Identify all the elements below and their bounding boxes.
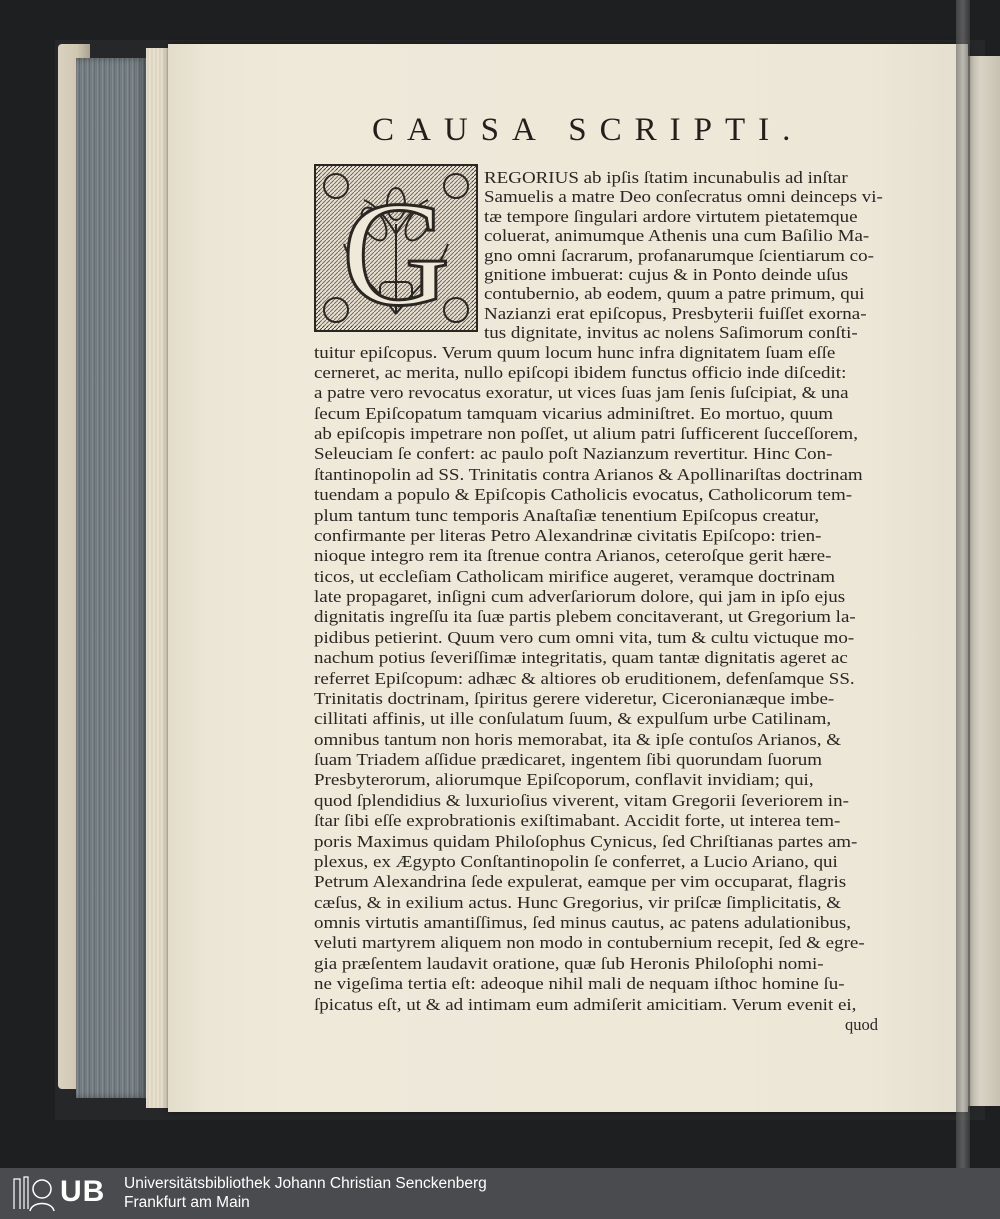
- library-footer: [0, 1168, 1000, 1219]
- text-line: Seleuciam ſe confert: ac paulo poſt Nazianzum revertitur. Hinc Con-: [314, 444, 833, 464]
- text-line: cæſus, & in exilium actus. Hunc Gregorius, vir priſcæ ſimplicitatis, &: [314, 892, 842, 912]
- text-line: tuitur epiſcopus. Verum quum locum hunc infra dignitatem ſuam eſſe: [314, 342, 836, 362]
- text-line: plum tantum tunc temporis Anaſtaſiæ tenentium Epiſcopus creatur,: [314, 505, 820, 525]
- text-line: ne vigeſima tertia eſt: adeoque nihil mali de nequam iſthoc homine ſu-: [314, 974, 845, 994]
- institution-name: Universitätsbibliothek Johann Christian Senckenberg: [124, 1175, 487, 1192]
- text-line: ſecum Epiſcopatum tamquam vicarius adminiſtret. Eo mortuo, quum: [314, 403, 834, 423]
- text-line: referret Epiſcopum: adhæc & altiores ob eruditionem, defenſamque SS.: [314, 668, 855, 688]
- page-title: CAUSA SCRIPTI.: [372, 112, 804, 148]
- text-line: a patre vero revocatus exoratur, ut vices ſuas jam ſenis ſuſcipiat, & una: [314, 383, 849, 403]
- text-line: omnibus tantum non horis memorabat, ita & ipſe contuſos Arianos, &: [314, 729, 842, 749]
- text-line: nioque integro rem ita ſtrenue contra Arianos, ceteroſque gerit hære-: [314, 546, 832, 566]
- institution-city: Frankfurt am Main: [124, 1194, 250, 1211]
- text-line: quod ſplendidius & luxurioſius viverent, vitam Gregorii ſeveriorem in-: [314, 790, 849, 810]
- text-line: ſpicatus eſt, ut & ad intimam eum admiſerit amicitiam. Verum evenit ei,: [314, 994, 857, 1014]
- text-line: Trinitatis doctrinam, ſpiritus gerere videretur, Ciceronianæque imbe-: [314, 688, 835, 708]
- library-logo[interactable]: [8, 1173, 114, 1213]
- text-line: ſtantinopolin ad SS. Trinitatis contra Arianos & Apollinariſtas doctrinam: [314, 464, 863, 484]
- text-line: ſuam Triadem aſſidue prædicaret, ingentem ſibi quorundam ſuorum: [314, 750, 823, 770]
- text-line: confirmante per literas Petro Alexandrinæ civitatis Epiſcopo: trien-: [314, 525, 822, 545]
- text-line: REGORIUS ab ipſis ſtatim incunabulis ad inſtar: [484, 168, 848, 187]
- text-line: veluti martyrem aliquem non modo in contubernium recepit, ſed & egre-: [314, 933, 865, 953]
- text-line: cerneret, ac merita, nullo epiſcopi ibidem functus officio inde diſcedit:: [314, 362, 847, 382]
- text-line: tuendam a populo & Epiſcopis Catholicis evocatus, Catholicorum tem-: [314, 485, 853, 505]
- text-line: ſtar ſibi eſſe exprobrationis exiſtimabant. Accidit forte, ut interea tem-: [314, 811, 841, 831]
- text-line: omnis virtutis amantiſſimus, ſed minus cautus, ac patens adulationibus,: [314, 913, 852, 933]
- senckenberg-portrait-icon: [8, 1173, 58, 1213]
- text-line: plexus, ex Ægypto Conſtantinopolin ſe conferret, a Lucio Ariano, qui: [314, 851, 838, 871]
- text-line: dignitatis ingreſſu ita ſuæ partis plebem concitaverant, ut Gregorium la-: [314, 607, 856, 627]
- text-line: Petrum Alexandrina ſede expulerat, eamque per vim occuparat, flagris: [314, 872, 847, 892]
- text-line: tus dignitate, invitus ac nolens Saſimorum conſti-: [484, 323, 858, 343]
- text-line: Nazianzi erat epiſcopus, Presbyterii fuiſſet exorna-: [484, 303, 867, 323]
- text-line: pidibus petierint. Quum vero cum omni vita, tum & cultu victuque mo-: [314, 627, 855, 647]
- text-line: gnitione imbuerat: cujus & in Ponto deinde uſus: [484, 265, 849, 284]
- text-line: ab epiſcopis impetrare non poſſet, ut alium patri ſufficerent ſucceſſorem,: [314, 424, 858, 444]
- text-line: tæ tempore ſingulari ardore virtutem pietatemque: [484, 206, 858, 226]
- logo-text: UB: [60, 1175, 106, 1208]
- text-line: contubernio, ab eodem, quum a patre primum, qui: [484, 284, 865, 304]
- text-line: gno omni ſacrarum, profanarumque ſcientiarum co-: [484, 245, 874, 265]
- text-line: ticos, ut eccleſiam Catholicam mirifice augeret, veramque doctrinam: [314, 566, 836, 586]
- text-line: Presbyterorum, aliorumque Epiſcoporum, conflavit invidiam; qui,: [314, 770, 814, 790]
- text-line: nachum potius ſeveriſſimæ integritatis, quam tantæ dignitatis ageret ac: [314, 648, 848, 668]
- initial-letter: G: [341, 171, 451, 332]
- text-line: cillitati affinis, ut ille conſulatum ſuum, & expulſum urbe Catilinam,: [314, 709, 832, 729]
- text-line: coluerat, animumque Athenis una cum Baſilio Ma-: [484, 226, 870, 246]
- text-line: Samuelis a matre Deo conſecratus omni deinceps vi-: [484, 187, 883, 207]
- text-line: late propagaret, inſigni cum adverſariorum dolore, qui jam in ipſo ejus: [314, 587, 846, 607]
- text-line: poris Maximus quidam Philoſophus Cynicus, ſed Chriſtianas partes am-: [314, 831, 858, 851]
- catchword: quod: [845, 1015, 878, 1034]
- text-line: gia præſentem laudavit oratione, quæ ſub Heronis Philoſophi nomi-: [314, 953, 824, 973]
